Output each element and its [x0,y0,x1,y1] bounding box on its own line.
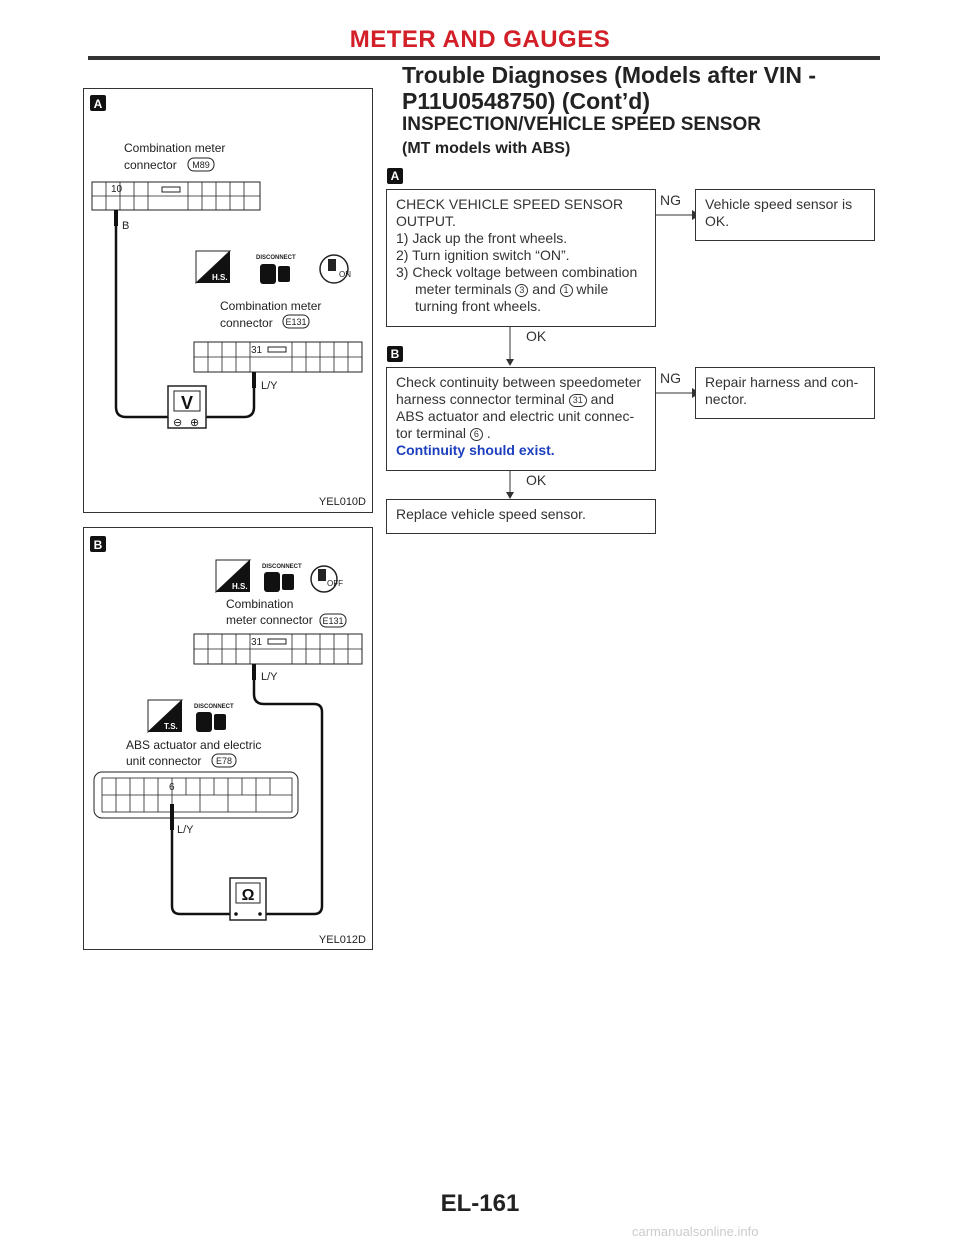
step1-line6 [396,281,646,298]
svg-text:⊕: ⊕ [190,417,200,429]
ignition-off-icon [311,566,343,592]
svg-text:Ω: Ω [241,887,255,904]
diagram-a-badge: A [93,97,103,111]
label-combination: Combination [226,597,294,611]
ok-arrow-2 [505,471,515,501]
step2-line1: Check continuity between speedometer [396,374,642,390]
header-rule [88,56,880,60]
step2-box [386,367,656,471]
step1-line4: 2) Turn ignition switch “ON”. [396,247,570,263]
wire-ly-label-c: L/Y [177,824,194,836]
flow-badge-b: B [387,346,403,362]
wire-b-label: B [122,220,130,232]
disconnect-icon-b [262,564,302,592]
step1-line6c: while [576,281,609,297]
section-heading: INSPECTION/VEHICLE SPEED SENSOR [402,114,761,135]
svg-text:V: V [180,393,194,413]
abs-label-2: unit connector [126,754,202,768]
svg-text:DISCONNECT: DISCONNECT [194,704,234,710]
step2-line2b: and [590,391,615,407]
ignition-on-icon [320,255,351,283]
wire-b-path [116,226,168,417]
label-meter-connector: meter connector [226,613,313,627]
step1-line6a: meter terminals [415,281,512,297]
svg-text:OFF: OFF [327,579,343,588]
conn-id-b: E131 [322,616,344,626]
diagram-a-panel [83,88,373,513]
ng-arrow-2 [656,383,696,403]
result1-line2: OK. [705,213,730,229]
probe-6 [170,804,174,830]
page-number: EL-161 [440,1190,520,1217]
wire-ly-label-b: L/Y [261,671,278,683]
step1-line5: 3) Check voltage between combination [396,264,638,280]
ng-label-2: NG [660,370,681,386]
wire-ly-label: L/Y [261,380,278,392]
flow-badge-a: A [387,168,403,184]
section-title: METER AND GAUGES [349,26,611,53]
svg-text:H.S.: H.S. [212,273,228,282]
diagram-b-panel [83,527,373,950]
disconnect-icon-c [194,704,234,732]
conn2-id: E131 [285,317,307,327]
terminal-3-badge: 3 [515,284,528,297]
diagram-b-ref: YEL012D [318,934,366,946]
abs-conn-id: E78 [215,756,233,766]
section-subheading: (MT models with ABS) [402,140,571,157]
page-subtitle-line1: Trouble Diagnoses (Models after VIN - [402,62,817,88]
result1-line1: Vehicle speed sensor is [705,196,853,212]
diagram-b-badge: B [93,538,103,552]
result2-box [695,367,875,419]
meter-label-2: connector [124,158,177,172]
meter-label-1: Combination meter [124,141,226,155]
abs-label-1: ABS actuator and electric [126,738,262,752]
pin-31-label: 31 [251,345,263,356]
pin-31-label-b: 31 [251,637,263,648]
pin-6-label: 6 [169,782,175,793]
svg-text:T.S.: T.S. [164,722,178,731]
pin-10-label: 10 [111,184,123,195]
step2-spec: Continuity should exist. [396,442,555,458]
meter-connector-e131 [194,342,362,372]
hs-icon [196,251,230,283]
hs-icon-b [216,560,250,592]
step2-line4b: . [486,425,491,441]
svg-text:ON: ON [339,270,351,279]
svg-text:⊖: ⊖ [173,417,183,429]
probe-ly [252,372,256,388]
result1-box [695,189,875,241]
ng-arrow-1 [656,205,696,225]
svg-text:DISCONNECT: DISCONNECT [256,255,296,261]
terminal-1-badge: 1 [560,284,573,297]
result2-line1: Repair harness and con- [705,374,859,390]
disconnect-icon [256,255,296,284]
svg-text:DISCONNECT: DISCONNECT [262,564,302,570]
conn2-label-2: connector [220,316,273,330]
step1-line7: turning front wheels. [415,298,542,314]
voltmeter-icon [168,386,206,429]
ts-icon [148,700,182,732]
step2-line4 [396,425,646,442]
abs-connector-e78 [94,772,298,818]
ohmmeter-icon [230,878,266,920]
diagram-b-svg [84,528,372,949]
meter-conn-id: M89 [192,160,210,170]
ng-label-1: NG [660,192,681,208]
conn2-label-1: Combination meter [220,299,322,313]
ok-arrow-1 [505,327,515,367]
ok-label-2: OK [526,472,547,488]
terminal-31-badge: 31 [569,394,587,407]
step2-line4a: tor terminal [396,425,467,441]
wire-6-path [172,830,230,914]
step2-line2 [396,391,646,408]
diagram-a-ref: YEL010D [318,496,366,508]
wire-ly-path [206,388,254,417]
probe-b [114,210,118,226]
meter-connector-e131-b [194,634,362,664]
step1-line2: OUTPUT. [396,213,456,229]
step2-line2a: harness connector terminal [396,391,565,407]
page-subtitle-line2: P11U0548750) (Cont’d) [402,88,650,114]
ok-label-1: OK [526,328,547,344]
step1-line1: CHECK VEHICLE SPEED SENSOR [396,196,624,212]
result2-line2: nector. [705,391,748,407]
svg-text:H.S.: H.S. [232,582,248,591]
diagram-a-svg [84,89,372,512]
probe-ly-b [252,664,256,680]
step1-line6b: and [532,281,556,297]
step3-box: Replace vehicle speed sensor. [386,499,656,534]
step1-box [386,189,656,327]
watermark: carmanualsonline.info [632,1224,759,1239]
step1-line3: 1) Jack up the front wheels. [396,230,568,246]
step2-line3: ABS actuator and electric unit connec- [396,408,635,424]
terminal-6-badge: 6 [470,428,483,441]
